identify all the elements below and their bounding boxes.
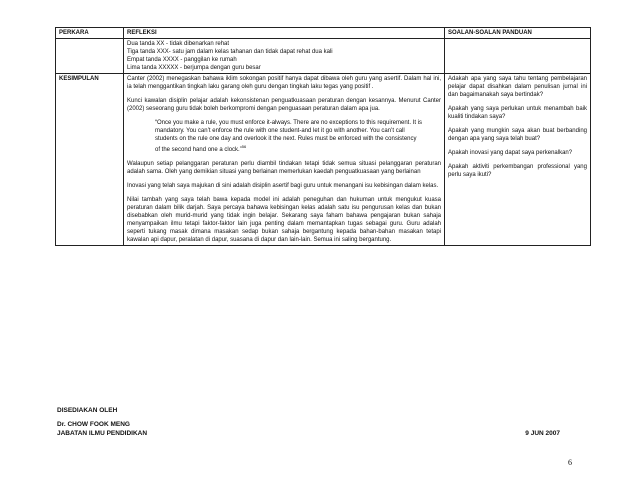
department-name: JABATAN ILMU PENDIDIKAN bbox=[57, 430, 148, 437]
paragraph: Walaupun setiap pelanggaran peraturan perlu diambil tindakan tetapi tidak semua situasi pelanggaran peraturan adalah sama. Oleh yang demikian situasi yang berlainan memerlukan kaedah penguatkuasaan yang berlainan bbox=[127, 161, 441, 175]
guiding-question: Apakah yang mungkin saya akan buat berbanding dengan apa yang saya telah buat? bbox=[448, 128, 587, 142]
author-name: Dr. CHOW FOOK MENG bbox=[57, 421, 130, 428]
list-item: Tiga tanda XXX- satu jam dalam kelas tahanan dan tidak dapat rehat dua kali bbox=[127, 49, 333, 55]
header-refleksi: REFLEKSI bbox=[124, 28, 445, 39]
continuation-refleksi-cell bbox=[124, 39, 445, 74]
list-item: Dua tanda XX - tidak dibenarkan rehat bbox=[127, 41, 230, 47]
header-soalan-panduan: SOALAN-SOALAN PANDUAN bbox=[445, 28, 591, 39]
document-date: 9 JUN 2007 bbox=[525, 430, 560, 437]
table-row-kesimpulan bbox=[56, 74, 591, 246]
paragraph: Canter (2002) menegaskan bahawa iklim sokongan positif hanya dapat dibawa oleh guru yang asertif. Dalam hal ini, ia telah menggantikan tingkah laku garang oleh guru dengan tingkah laku tegas yang positif . bbox=[127, 76, 441, 90]
kesimpulan-label-cell bbox=[56, 74, 124, 246]
header-perkara: PERKARA bbox=[56, 28, 124, 39]
continuation-soalan-cell bbox=[445, 39, 591, 74]
list-item: Empat tanda XXXX - panggilan ke rumah bbox=[127, 57, 237, 63]
kesimpulan-label: KESIMPULAN bbox=[59, 76, 99, 82]
guiding-question: Apakah inovasi yang dapat saya perkenalkan? bbox=[448, 150, 573, 156]
quote-footnote-ref: 56 bbox=[241, 144, 247, 149]
reflection-table bbox=[55, 27, 591, 246]
guiding-question: Apakah yang saya perlukan untuk menambah baik kualiti tindakan saya? bbox=[448, 106, 587, 120]
table-header-row bbox=[56, 28, 591, 39]
block-quote bbox=[155, 119, 441, 154]
quote-text: “Once you make a rule, you must enforce it-always. There are no exceptions to this requirement. It is mandatory. You can’t enforce the rule with one student-and let it go with another. You can’t call students on the rule one day and overlook it the next. Rules must be enforced with the consistency of the second hand one a clock.” bbox=[155, 120, 423, 153]
paragraph: Nilai tambah yang saya telah bawa kepada model ini adalah peneguhan dan hukuman untuk mengukut kuasa peraturan dalam bilik darjah. Saya percaya bahawa kebisingan kelas adalah satu isu pengurusan kelas dan bukan disebabkan oleh murid-murid yang tidak ingin belajar. Sekarang saya faham bahawa pengajaran bukan sahaja menyampaikan ilmu tetapi faktor-faktor lain juga penting dalam memantapkan tugas sebagai guru. Guru adalah seperti tukang masak dimana masakan sedap bukan sahaja bergantung kepada bahan-bahan masakan tetapi kawalan api dapur, peralatan di dapur, suasana di dapur dan lain-lain. Semua ini saling bergantung. bbox=[127, 197, 441, 243]
kesimpulan-soalan-cell bbox=[445, 74, 591, 246]
prepared-by-label: DISEDIAKAN OLEH bbox=[57, 407, 118, 414]
page-number: 6 bbox=[568, 458, 572, 467]
list-item: Lima tanda XXXXX - berjumpa dengan guru besar bbox=[127, 65, 261, 71]
table-row-continuation bbox=[56, 39, 591, 74]
paragraph: Kunci kawalan disiplin pelajar adalah kekonsistenan penguatkuasaan peraturan dengan kesannya. Menurut Canter (2002) seseorang guru tidak boleh berkompromi dengan penguasaan peraturan dalam apa jua. bbox=[127, 98, 441, 112]
kesimpulan-refleksi-cell bbox=[124, 74, 445, 246]
paragraph: Inovasi yang telah saya majukan di sini adalah disiplin asertif bagi guru untuk menangani isu kebisingan dalam kelas. bbox=[127, 183, 439, 189]
guiding-question: Adakah apa yang saya tahu tentang pembelajaran pelajar dapat disahkan dalam penulisan jurnal ini dan bagaimanakah saya bertindak? bbox=[448, 76, 587, 98]
guiding-question: Apakah aktiviti perkembangan professional yang perlu saya ikuti? bbox=[448, 164, 587, 178]
continuation-perkara-cell bbox=[56, 39, 124, 74]
